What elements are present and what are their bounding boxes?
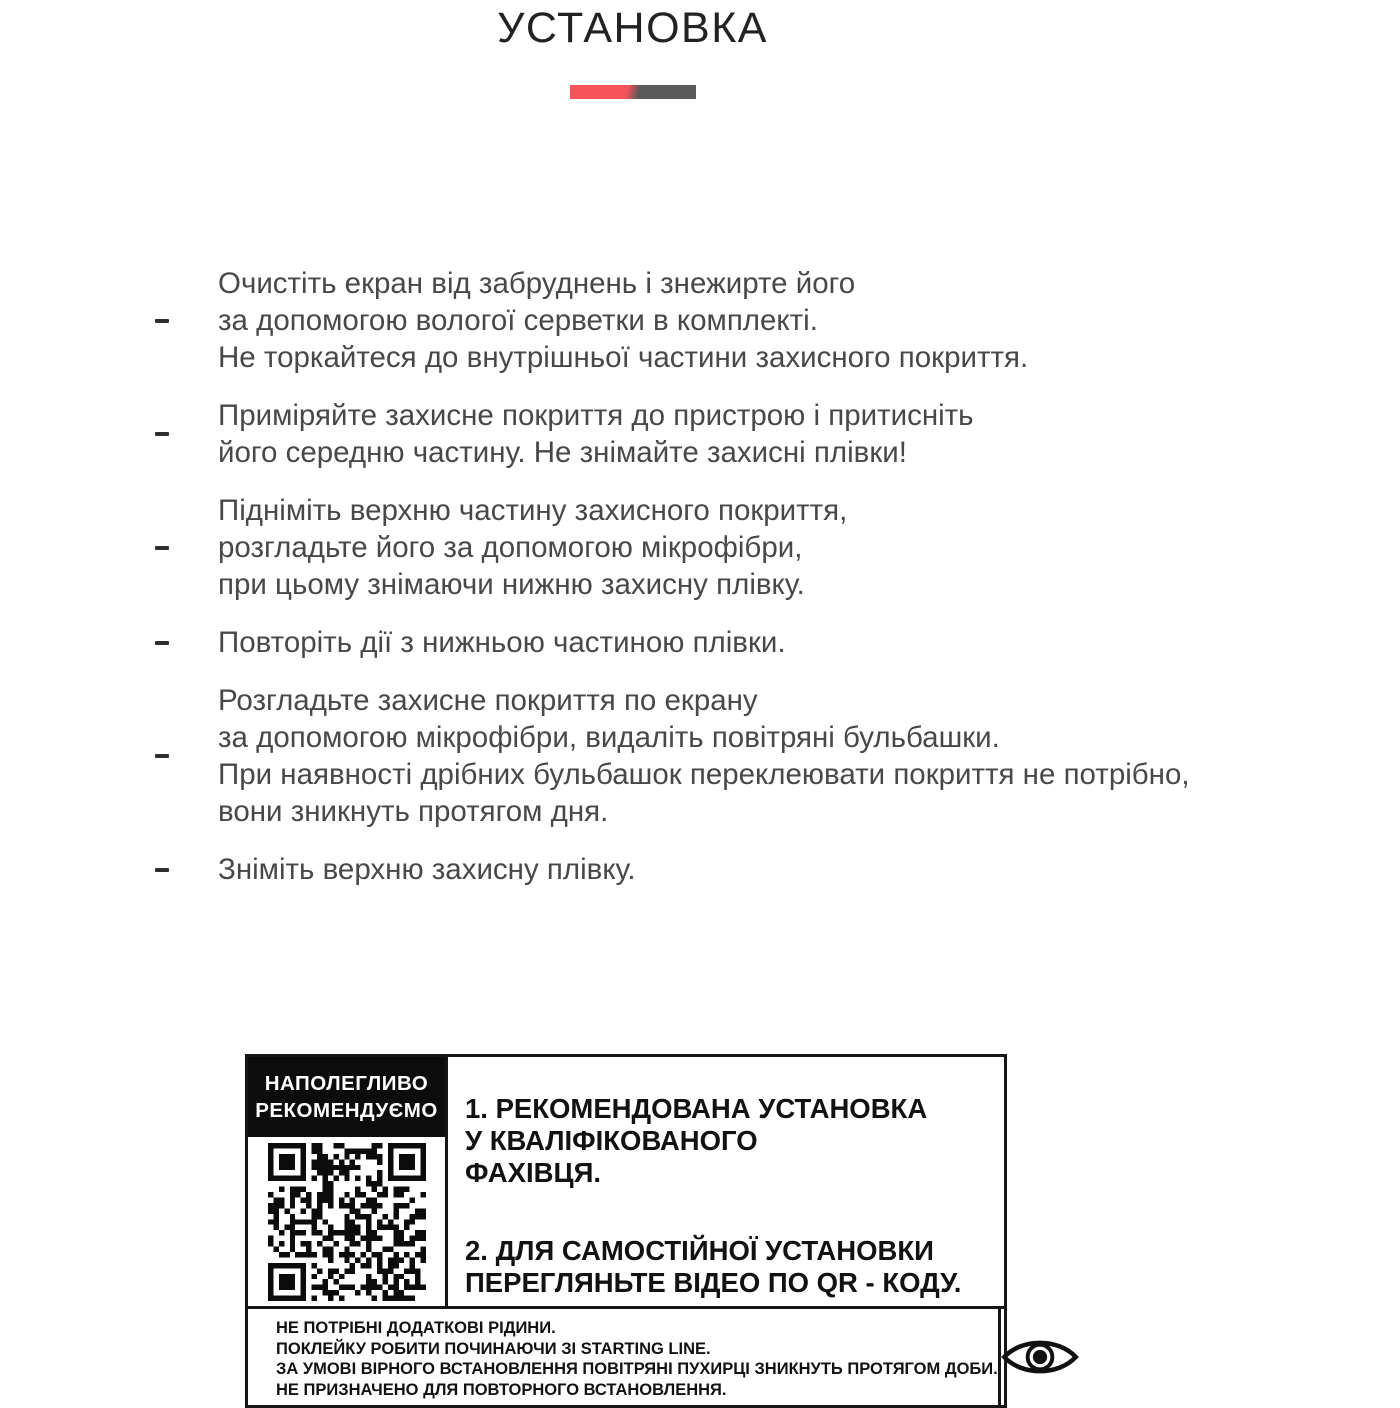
step-text: Підніміть верхню частину захисного покриття, розгладьте його за допомогою мікрофібри, при цьому знімаючи нижню захисну плівку. xyxy=(218,494,848,601)
step-text: Приміряйте захисне покриття до пристрою і притисніть його середню частину. Не знімайте захисні плівки! xyxy=(218,399,974,469)
step-text: Повторіть дії з нижньою частиною плівки. xyxy=(218,626,786,659)
step-text: Розгладьте захисне покриття по екрану за допомогою мікрофібри, видаліть повітряні бульбашки. При наявності дрібних бульбашок переклеювати покриття не потрібно, вони зникнуть протягом дня. xyxy=(218,684,1190,828)
recommendation-item-1: 1. РЕКОМЕНДОВАНА УСТАНОВКА У КВАЛІФІКОВАНОГО ФАХІВЦЯ. xyxy=(465,1093,928,1188)
step-item xyxy=(155,682,1265,830)
steps-list xyxy=(155,265,1265,888)
eye-cell xyxy=(998,1309,1079,1405)
recommendation-box-left-cell xyxy=(248,1057,448,1306)
recommendation-item-2: 2. ДЛЯ САМОСТІЙНОЇ УСТАНОВКИ ПЕРЕГЛЯНЬТЕ ВІДЕО ПО QR - КОДУ. xyxy=(465,1235,962,1298)
bullet-dash-icon xyxy=(155,319,169,323)
bullet-dash-icon xyxy=(155,868,169,872)
recommendation-box-footer xyxy=(248,1306,1004,1405)
qr-code xyxy=(263,1143,431,1301)
recommendation-box xyxy=(245,1054,1007,1408)
step-text: Зніміть верхню захисну плівку. xyxy=(218,853,636,886)
step-text: Очистіть екран від забруднень і знежирте його за допомогою вологої серветки в комплекті. Не торкайтеся до внутрішньої частини захисного покриття. xyxy=(218,267,1029,374)
step-item xyxy=(155,397,1265,471)
strongly-recommend-header: НАПОЛЕГЛИВО РЕКОМЕНДУЄМО xyxy=(248,1057,445,1137)
recommendation-box-right-cell xyxy=(448,1057,1004,1306)
footnotes: НЕ ПОТРІБНІ ДОДАТКОВІ РІДИНИ. ПОКЛЕЙКУ РОБИТИ ПОЧИНАЮЧИ ЗІ STARTING LINE. ЗА УМОВІ ВІРНОГО ВСТАНОВЛЕННЯ ПОВІТРЯНІ ПУХИРЦІ ЗНИКНУТЬ ПРОТЯГОМ ДОБИ. НЕ ПРИЗНАЧЕНО ДЛЯ ПОВТОРНОГО ВСТАНОВЛЕННЯ. xyxy=(276,1319,998,1399)
title-divider xyxy=(570,85,696,99)
instruction-sheet xyxy=(0,4,1265,1408)
bullet-dash-icon xyxy=(155,546,169,550)
eye-icon xyxy=(1001,1333,1079,1381)
bullet-dash-icon xyxy=(155,432,169,436)
page-title: УСТАНОВКА xyxy=(497,4,768,52)
bullet-dash-icon xyxy=(155,754,169,758)
step-item xyxy=(155,492,1265,603)
step-item xyxy=(155,265,1265,376)
recommendation-box-top xyxy=(248,1057,1004,1306)
bullet-dash-icon xyxy=(155,641,169,645)
step-item xyxy=(155,624,1265,661)
step-item xyxy=(155,851,1265,888)
